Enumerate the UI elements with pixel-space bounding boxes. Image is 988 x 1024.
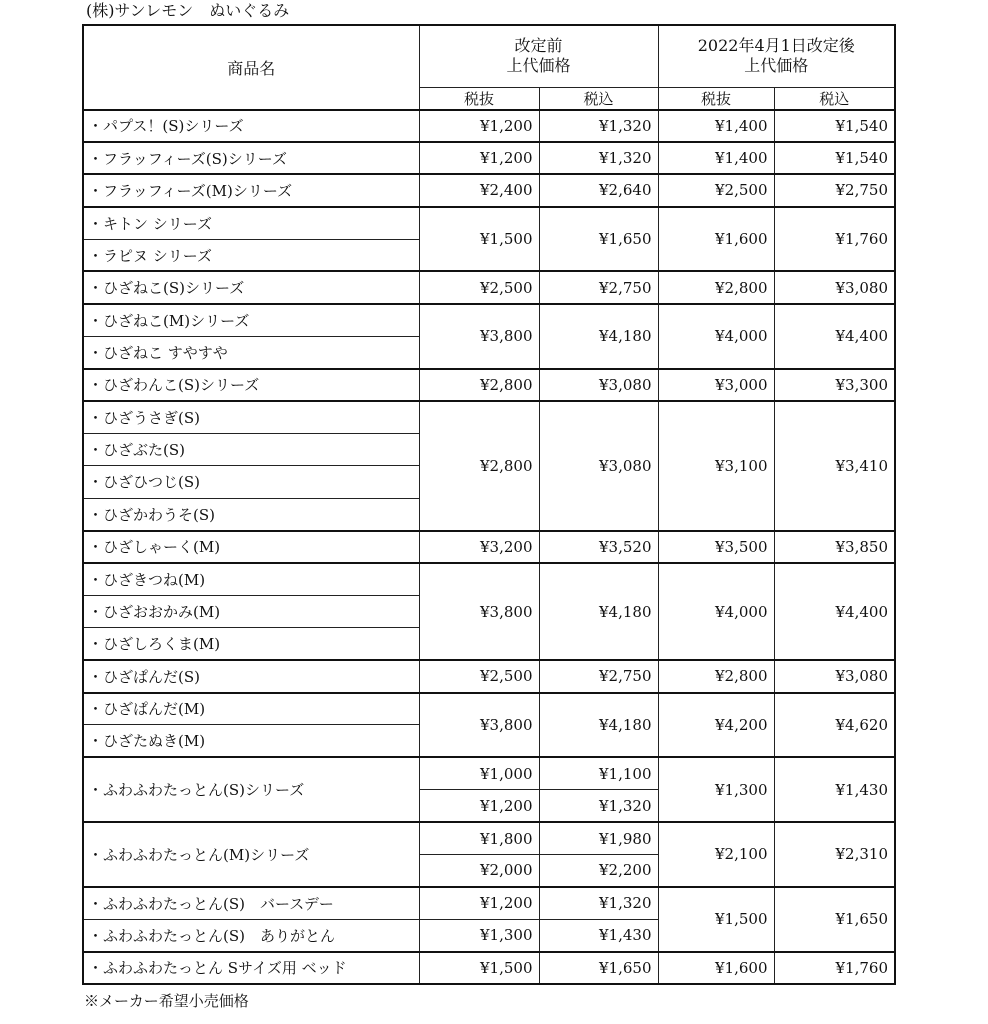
product-name-cell: ・フラッフィーズ(M)シリーズ xyxy=(83,174,419,206)
after-tax-included-cell: ¥3,410 xyxy=(774,401,895,531)
before-tax-excluded-cell: ¥1,800 xyxy=(419,822,539,854)
table-row xyxy=(83,531,895,563)
after-tax-included-cell: ¥1,540 xyxy=(774,142,895,174)
before-tax-included-cell: ¥2,750 xyxy=(539,660,658,692)
before-tax-included-cell: ¥1,320 xyxy=(539,110,658,142)
before-tax-included-cell: ¥3,080 xyxy=(539,369,658,401)
before-tax-excluded-cell: ¥2,400 xyxy=(419,174,539,206)
header-before-line1: 改定前 xyxy=(514,36,563,56)
after-tax-included-cell: ¥3,850 xyxy=(774,531,895,563)
after-tax-excluded-cell: ¥3,100 xyxy=(658,401,774,531)
header-before-revision xyxy=(419,25,658,87)
footnote: ※メーカー希望小売価格 xyxy=(84,992,249,1010)
before-tax-excluded-cell: ¥1,200 xyxy=(419,790,539,822)
before-tax-excluded-cell: ¥2,500 xyxy=(419,271,539,303)
product-name-cell: ・ひざぱんだ(M) xyxy=(83,693,419,725)
before-tax-included-cell: ¥1,320 xyxy=(539,790,658,822)
before-tax-included-cell: ¥2,750 xyxy=(539,271,658,303)
after-tax-included-cell: ¥4,400 xyxy=(774,563,895,660)
before-tax-included-cell: ¥1,650 xyxy=(539,207,658,272)
price-table-body xyxy=(83,110,895,985)
after-tax-included-cell: ¥4,400 xyxy=(774,304,895,369)
header-after-revision xyxy=(658,25,895,87)
after-tax-excluded-cell: ¥1,400 xyxy=(658,110,774,142)
product-name-cell: ・ひざしゃーく(M) xyxy=(83,531,419,563)
product-name-cell: ・ふわふわたっとん(M)シリーズ xyxy=(83,822,419,887)
table-row xyxy=(83,563,895,595)
header-after-tax-included: 税込 xyxy=(774,87,895,110)
after-tax-included-cell: ¥2,310 xyxy=(774,822,895,887)
header-after-line1: 2022年4月1日改定後 xyxy=(697,36,855,56)
before-tax-included-cell: ¥1,430 xyxy=(539,919,658,951)
before-tax-included-cell: ¥1,650 xyxy=(539,952,658,984)
table-row xyxy=(83,110,895,142)
after-tax-excluded-cell: ¥2,800 xyxy=(658,660,774,692)
before-tax-excluded-cell: ¥1,000 xyxy=(419,757,539,789)
before-tax-included-cell: ¥1,320 xyxy=(539,142,658,174)
product-name-cell: ・ふわふわたっとん(S) バースデー xyxy=(83,887,419,919)
product-name-cell: ・ふわふわたっとん(S) ありがとん xyxy=(83,919,419,951)
after-tax-excluded-cell: ¥3,000 xyxy=(658,369,774,401)
before-tax-excluded-cell: ¥1,200 xyxy=(419,887,539,919)
before-tax-included-cell: ¥3,520 xyxy=(539,531,658,563)
product-name-cell: ・パプス！(S)シリーズ xyxy=(83,110,419,142)
before-tax-excluded-cell: ¥1,300 xyxy=(419,919,539,951)
header-after-line2: 上代価格 xyxy=(744,56,809,76)
after-tax-included-cell: ¥1,430 xyxy=(774,757,895,822)
after-tax-included-cell: ¥3,080 xyxy=(774,660,895,692)
company-heading: (株)サンレモン ぬいぐるみ xyxy=(86,1,290,20)
after-tax-excluded-cell: ¥2,100 xyxy=(658,822,774,887)
after-tax-included-cell: ¥4,620 xyxy=(774,693,895,758)
product-name-cell: ・ひざねこ(M)シリーズ xyxy=(83,304,419,336)
product-name-cell: ・ひざわんこ(S)シリーズ xyxy=(83,369,419,401)
after-tax-included-cell: ¥1,540 xyxy=(774,110,895,142)
table-row xyxy=(83,660,895,692)
after-tax-excluded-cell: ¥3,500 xyxy=(658,531,774,563)
after-tax-excluded-cell: ¥1,600 xyxy=(658,207,774,272)
before-tax-excluded-cell: ¥2,800 xyxy=(419,401,539,531)
before-tax-included-cell: ¥4,180 xyxy=(539,563,658,660)
before-tax-included-cell: ¥3,080 xyxy=(539,401,658,531)
after-tax-excluded-cell: ¥4,200 xyxy=(658,693,774,758)
after-tax-included-cell: ¥3,080 xyxy=(774,271,895,303)
after-tax-excluded-cell: ¥4,000 xyxy=(658,563,774,660)
after-tax-included-cell: ¥1,760 xyxy=(774,952,895,984)
table-row xyxy=(83,693,895,725)
header-after-tax-excluded: 税抜 xyxy=(658,87,774,110)
product-name-cell: ・ひざうさぎ(S) xyxy=(83,401,419,433)
before-tax-excluded-cell: ¥2,000 xyxy=(419,854,539,886)
header-before-tax-excluded: 税抜 xyxy=(419,87,539,110)
product-name-cell: ・ひざひつじ(S) xyxy=(83,466,419,498)
product-name-cell: ・ラピヌ シリーズ xyxy=(83,239,419,271)
after-tax-excluded-cell: ¥1,500 xyxy=(658,887,774,952)
table-row xyxy=(83,304,895,336)
table-row xyxy=(83,757,895,789)
after-tax-excluded-cell: ¥2,800 xyxy=(658,271,774,303)
product-name-cell: ・キトン シリーズ xyxy=(83,207,419,239)
price-table xyxy=(82,24,896,985)
after-tax-included-cell: ¥1,760 xyxy=(774,207,895,272)
header-before-line2: 上代価格 xyxy=(506,56,571,76)
table-row xyxy=(83,369,895,401)
product-name-cell: ・ふわふわたっとん Sサイズ用 ベッド xyxy=(83,952,419,984)
table-row xyxy=(83,952,895,984)
table-row xyxy=(83,174,895,206)
product-name-cell: ・ひざぶた(S) xyxy=(83,433,419,465)
product-name-cell: ・ひざねこ すやすや xyxy=(83,336,419,368)
product-name-cell: ・ひざきつね(M) xyxy=(83,563,419,595)
after-tax-excluded-cell: ¥1,600 xyxy=(658,952,774,984)
product-name-cell: ・ふわふわたっとん(S)シリーズ xyxy=(83,757,419,822)
before-tax-included-cell: ¥4,180 xyxy=(539,693,658,758)
before-tax-excluded-cell: ¥1,200 xyxy=(419,110,539,142)
header-product-name: 商品名 xyxy=(83,25,419,110)
before-tax-included-cell: ¥1,320 xyxy=(539,887,658,919)
before-tax-included-cell: ¥2,640 xyxy=(539,174,658,206)
product-name-cell: ・ひざおおかみ(M) xyxy=(83,595,419,627)
before-tax-excluded-cell: ¥2,500 xyxy=(419,660,539,692)
table-row xyxy=(83,271,895,303)
product-name-cell: ・ひざねこ(S)シリーズ xyxy=(83,271,419,303)
table-row xyxy=(83,142,895,174)
table-row xyxy=(83,887,895,919)
before-tax-excluded-cell: ¥3,800 xyxy=(419,563,539,660)
table-row xyxy=(83,401,895,433)
product-name-cell: ・ひざしろくま(M) xyxy=(83,628,419,660)
product-name-cell: ・ひざかわうそ(S) xyxy=(83,498,419,530)
after-tax-excluded-cell: ¥1,400 xyxy=(658,142,774,174)
after-tax-excluded-cell: ¥4,000 xyxy=(658,304,774,369)
after-tax-included-cell: ¥3,300 xyxy=(774,369,895,401)
table-row xyxy=(83,207,895,239)
before-tax-excluded-cell: ¥3,800 xyxy=(419,304,539,369)
before-tax-excluded-cell: ¥1,500 xyxy=(419,207,539,272)
product-name-cell: ・フラッフィーズ(S)シリーズ xyxy=(83,142,419,174)
after-tax-included-cell: ¥2,750 xyxy=(774,174,895,206)
before-tax-included-cell: ¥1,100 xyxy=(539,757,658,789)
before-tax-included-cell: ¥2,200 xyxy=(539,854,658,886)
header-before-tax-included: 税込 xyxy=(539,87,658,110)
before-tax-excluded-cell: ¥2,800 xyxy=(419,369,539,401)
product-name-cell: ・ひざぱんだ(S) xyxy=(83,660,419,692)
product-name-cell: ・ひざたぬき(M) xyxy=(83,725,419,757)
table-row xyxy=(83,822,895,854)
after-tax-included-cell: ¥1,650 xyxy=(774,887,895,952)
before-tax-excluded-cell: ¥1,500 xyxy=(419,952,539,984)
before-tax-excluded-cell: ¥3,800 xyxy=(419,693,539,758)
before-tax-included-cell: ¥4,180 xyxy=(539,304,658,369)
after-tax-excluded-cell: ¥1,300 xyxy=(658,757,774,822)
after-tax-excluded-cell: ¥2,500 xyxy=(658,174,774,206)
before-tax-excluded-cell: ¥1,200 xyxy=(419,142,539,174)
before-tax-excluded-cell: ¥3,200 xyxy=(419,531,539,563)
before-tax-included-cell: ¥1,980 xyxy=(539,822,658,854)
